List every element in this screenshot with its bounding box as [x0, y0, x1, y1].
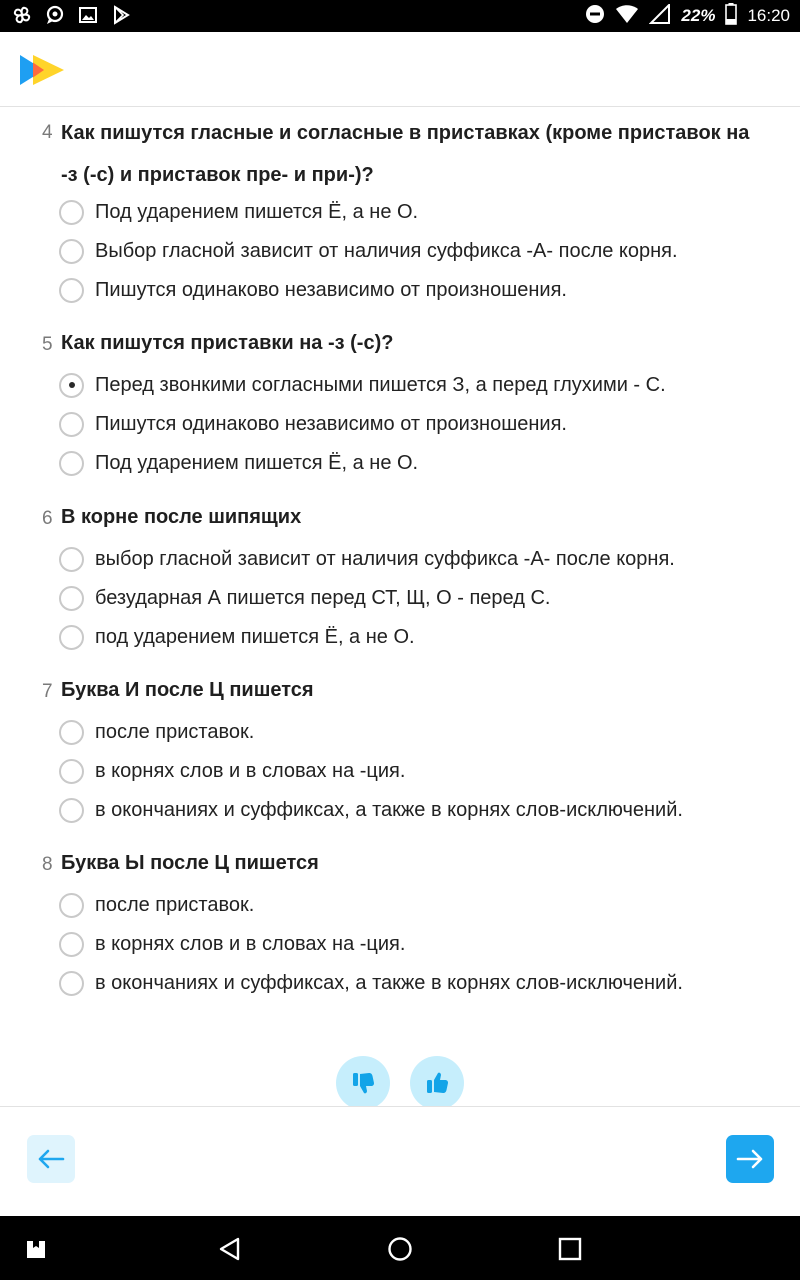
- home-circle-icon[interactable]: [387, 1236, 413, 1262]
- option-q7-1[interactable]: после приставок.: [59, 717, 254, 747]
- previous-button[interactable]: [27, 1135, 75, 1183]
- signal-icon: [649, 4, 671, 29]
- battery-percent: 22%: [681, 6, 716, 25]
- option-q7-3[interactable]: в окончаниях и суффиксах, а также в корнях слов-исключений.: [59, 795, 683, 825]
- status-bar: [0, 0, 800, 32]
- dnd-icon: [585, 4, 605, 29]
- option-q5-3[interactable]: Под ударением пишется Ё, а не О.: [59, 448, 418, 478]
- option-q4-3[interactable]: Пишутся одинаково независимо от произношения.: [59, 275, 567, 305]
- system-navigation-bar: [0, 1216, 800, 1280]
- radio-button[interactable]: [59, 547, 84, 572]
- image-icon: [78, 5, 98, 25]
- option-q7-2[interactable]: в корнях слов и в словах на -ция.: [59, 756, 405, 786]
- radio-button[interactable]: [59, 720, 84, 745]
- next-button[interactable]: [726, 1135, 774, 1183]
- option-q6-3[interactable]: под ударением пишется Ё, а не О.: [59, 622, 415, 652]
- option-q4-2[interactable]: Выбор гласной зависит от наличия суффикса -А- после корня.: [59, 236, 678, 266]
- radio-button[interactable]: [59, 586, 84, 611]
- question-text: Как пишутся гласные и согласные в приставках (кроме приставок на -з (-с) и приставок пре- и при-)?: [61, 122, 750, 186]
- app-header: [0, 32, 800, 107]
- radio-button[interactable]: [59, 625, 84, 650]
- play-store-icon: [111, 5, 131, 25]
- question-number: 7: [42, 681, 53, 702]
- like-button[interactable]: [410, 1056, 464, 1106]
- option-q5-2[interactable]: Пишутся одинаково независимо от произношения.: [59, 409, 567, 439]
- thumbs-down-icon: [349, 1069, 377, 1097]
- battery-icon: [725, 3, 737, 30]
- question-text: Буква Ы после Ц пишется: [61, 852, 319, 874]
- arrow-left-icon: [36, 1147, 66, 1171]
- option-q6-2[interactable]: безударная А пишется перед СТ, Щ, О - перед С.: [59, 583, 550, 613]
- option-q8-2[interactable]: в корнях слов и в словах на -ция.: [59, 929, 405, 959]
- option-q8-1[interactable]: после приставок.: [59, 890, 254, 920]
- radio-button[interactable]: [59, 759, 84, 784]
- chat-icon: [45, 5, 65, 25]
- question-text: Как пишутся приставки на -з (-с)?: [61, 332, 394, 354]
- question-number: 4: [42, 122, 53, 143]
- question-text: В корне после шипящих: [61, 506, 302, 528]
- radio-button[interactable]: [59, 893, 84, 918]
- question-number: 5: [42, 334, 53, 355]
- dislike-button[interactable]: [336, 1056, 390, 1106]
- back-triangle-icon[interactable]: [217, 1236, 243, 1262]
- question-text: Буква И после Ц пишется: [61, 679, 314, 701]
- option-q8-3[interactable]: в окончаниях и суффиксах, а также в корнях слов-исключений.: [59, 968, 683, 998]
- radio-button[interactable]: [59, 932, 84, 957]
- question-number: 8: [42, 854, 53, 875]
- radio-button[interactable]: [59, 412, 84, 437]
- radio-button[interactable]: [59, 239, 84, 264]
- option-q6-1[interactable]: выбор гласной зависит от наличия суффикса -А- после корня.: [59, 544, 675, 574]
- square-ribbon-icon[interactable]: [23, 1236, 49, 1262]
- clock: 16:20: [747, 6, 790, 25]
- radio-button[interactable]: [59, 971, 84, 996]
- option-q4-1[interactable]: Под ударением пишется Ё, а не О.: [59, 197, 418, 227]
- test-content: [0, 108, 800, 1106]
- recents-square-icon[interactable]: [557, 1236, 583, 1262]
- radio-button[interactable]: [59, 200, 84, 225]
- pinwheel-icon: [12, 5, 32, 25]
- radio-button-selected[interactable]: [59, 373, 84, 398]
- radio-button[interactable]: [59, 798, 84, 823]
- thumbs-up-icon: [423, 1069, 451, 1097]
- wifi-icon: [615, 4, 639, 29]
- app-logo[interactable]: [20, 54, 66, 86]
- radio-button[interactable]: [59, 451, 84, 476]
- question-number: 6: [42, 508, 53, 529]
- bottom-navigation: [0, 1106, 800, 1216]
- radio-button[interactable]: [59, 278, 84, 303]
- option-q5-1[interactable]: Перед звонкими согласными пишется З, а перед глухими - С.: [59, 370, 666, 400]
- arrow-right-icon: [735, 1147, 765, 1171]
